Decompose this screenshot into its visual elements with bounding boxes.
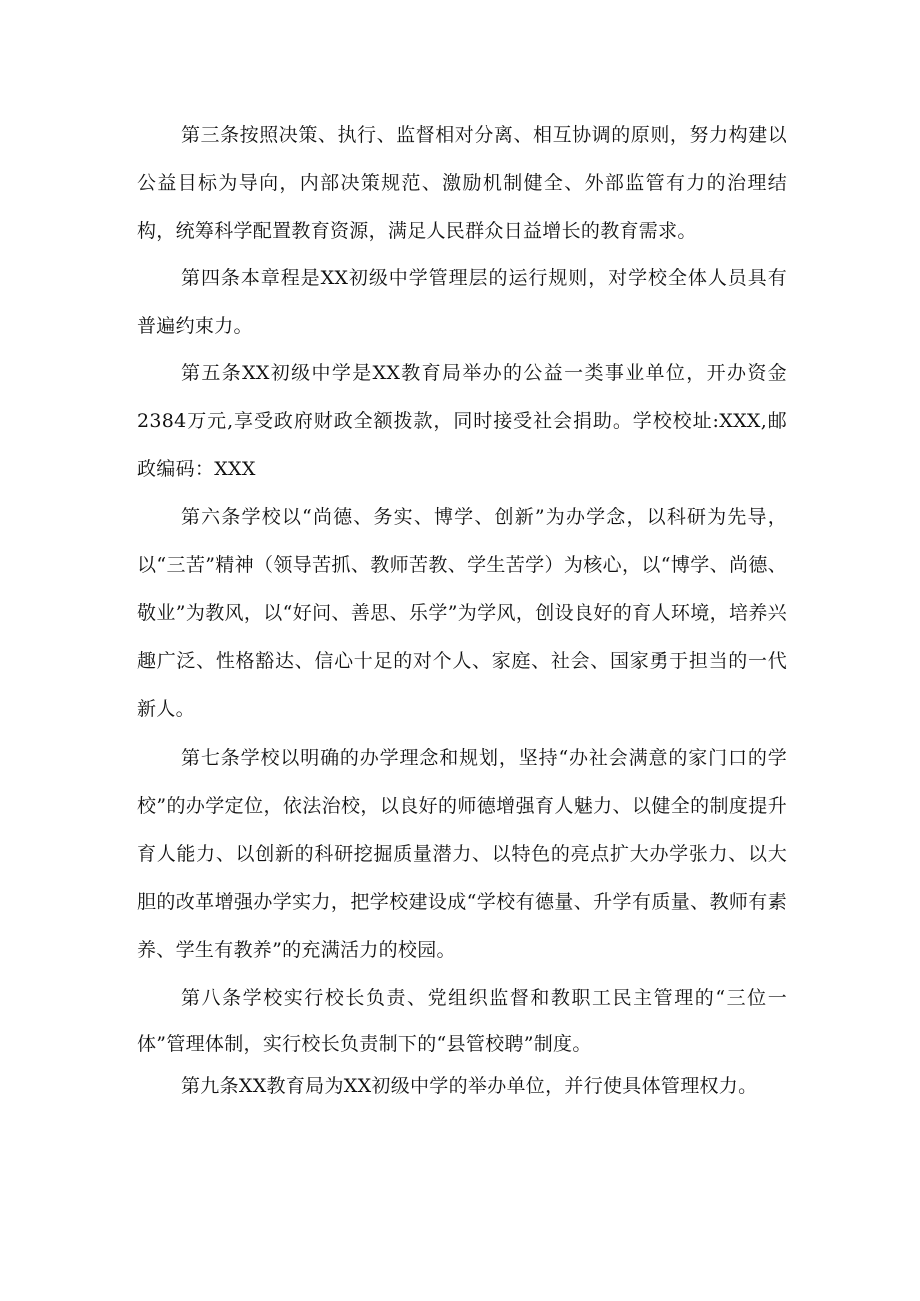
article-3-paragraph: 第三条按照决策、执行、监督相对分离、相互协调的原则，努力构建以公益目标为导向，内部决策规范、激励机制健全、外部监管有力的治理结构，统筹科学配置教育资源，满足人民群众日益增长的教育需求。 bbox=[137, 124, 787, 242]
article-7-paragraph: 第七条学校以明确的办学理念和规划，坚持“办社会满意的家门口的学校”的办学定位，依法治校，以良好的师德增强育人魅力、以健全的制度提升育人能力、以创新的科研挖掘质量潜力、以特色的亮点扩大办学张力、以大胆的改革增强办学实力，把学校建设成“学校有德量、升学有质量、教师有素养、学生有教养”的充满活力的校园。 bbox=[137, 747, 787, 961]
article-5-paragraph: 第五条XX初级中学是XX教育局举办的公益一类事业单位，开办资金2384万元,享受政府财政全额拨款，同时接受社会捐助。学校校址:XXX,邮政编码：XXX bbox=[137, 362, 787, 480]
article-9-paragraph: 第九条XX教育局为XX初级中学的举办单位，并行使具体管理权力。 bbox=[181, 1075, 758, 1097]
article-8-paragraph: 第八条学校实行校长负责、党组织监督和教职工民主管理的“三位一体”管理体制，实行校长负责制下的“县管校聘”制度。 bbox=[137, 987, 787, 1055]
article-4-paragraph: 第四条本章程是XX初级中学管理层的运行规则，对学校全体人员具有普遍约束力。 bbox=[137, 267, 787, 337]
article-6-paragraph: 第六条学校以“尚德、务实、博学、创新”为办学念，以科研为先导，以“三苦”精神（领导苦抓、教师苦教、学生苦学）为核心，以“博学、尚德、敬业”为教风，以“好问、善思、乐学”为学风，创设良好的育人环境，培养兴趣广泛、性格豁达、信心十足的对个人、家庭、社会、国家勇于担当的一代新人。 bbox=[137, 506, 787, 720]
